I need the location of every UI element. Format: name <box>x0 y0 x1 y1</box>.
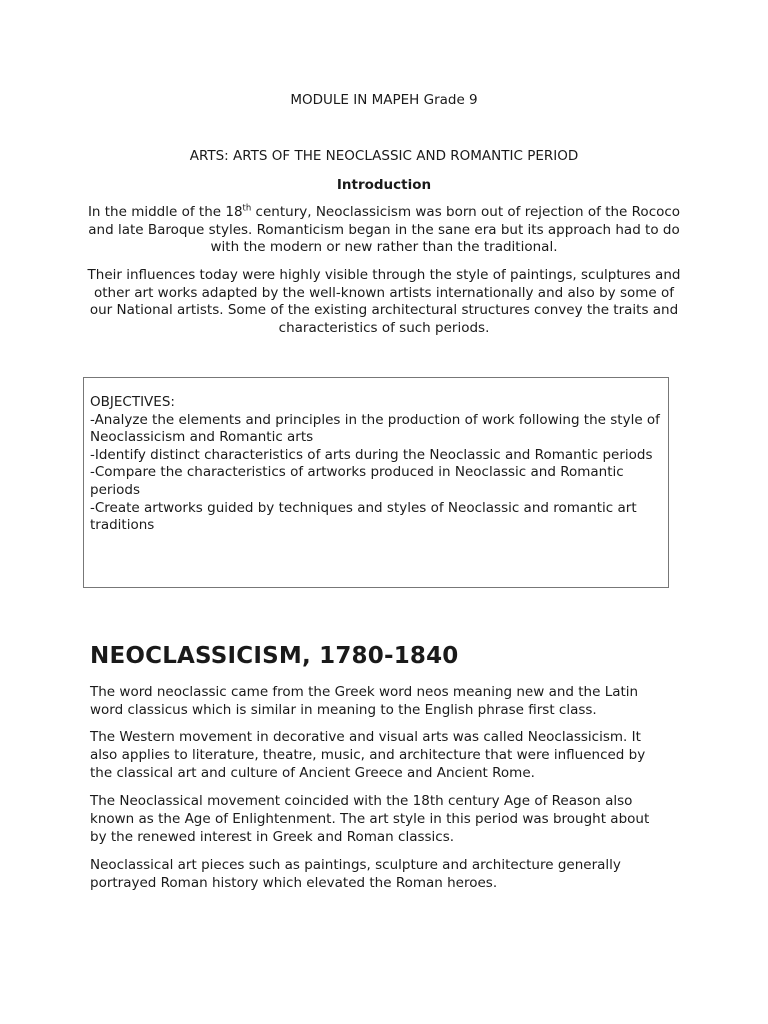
introduction-heading: Introduction <box>336 177 432 193</box>
objectives-heading: OBJECTIVES: <box>90 394 175 410</box>
intro-p1-rest: century, Neoclassicism was born out of rejection of the Rococo and late Baroque styles. Romanticism began in the sane era but its approach had to do with the modern or new rather than the traditional. <box>88 204 681 255</box>
objective-item: -Create artworks guided by techniques and styles of Neoclassic and romantic art traditions <box>90 499 637 534</box>
neoclassicism-paragraph: The Neoclassical movement coincided with the 18th century Age of Reason also known as the Age of Enlightenment. The art style in this period was brought about by the renewed interest in Greek and Roman classics. <box>90 793 650 845</box>
arts-title: ARTS: ARTS OF THE NEOCLASSIC AND ROMANTIC PERIOD <box>189 148 579 164</box>
objective-item: -Identify distinct characteristics of arts during the Neoclassic and Romantic periods <box>90 446 653 463</box>
objective-item: -Analyze the elements and principles in the production of work following the style of Neoclassicism and Romantic arts <box>90 411 660 446</box>
intro-p1-start: In the middle of the 18 <box>87 204 243 220</box>
intro-p1-superscript: th <box>242 203 252 214</box>
neoclassicism-heading: NEOCLASSICISM, 1780-1840 <box>90 643 459 669</box>
objectives-box <box>83 377 669 588</box>
intro-paragraph-2: Their influences today were highly visible through the style of paintings, sculptures and other art works adapted by the well-known artists internationally and also by some of our National artists. Some of the existing architectural structures convey the traits and characteristics of such periods. <box>87 267 681 336</box>
neoclassicism-paragraph: The Western movement in decorative and visual arts was called Neoclassicism. It also applies to literature, theatre, music, and architecture that were influenced by the classical art and culture of Ancient Greece and Ancient Rome. <box>90 729 646 781</box>
neoclassicism-paragraph: Neoclassical art pieces such as paintings, sculpture and architecture generally portrayed Roman history which elevated the Roman heroes. <box>90 857 621 891</box>
neoclassicism-paragraph: The word neoclassic came from the Greek word neos meaning new and the Latin word classicus which is similar in meaning to the English phrase first class. <box>90 684 639 718</box>
intro-paragraph-1 <box>84 204 684 257</box>
objective-item: -Compare the characteristics of artworks produced in Neoclassic and Romantic periods <box>90 464 624 498</box>
module-title: MODULE IN MAPEH Grade 9 <box>290 92 478 108</box>
